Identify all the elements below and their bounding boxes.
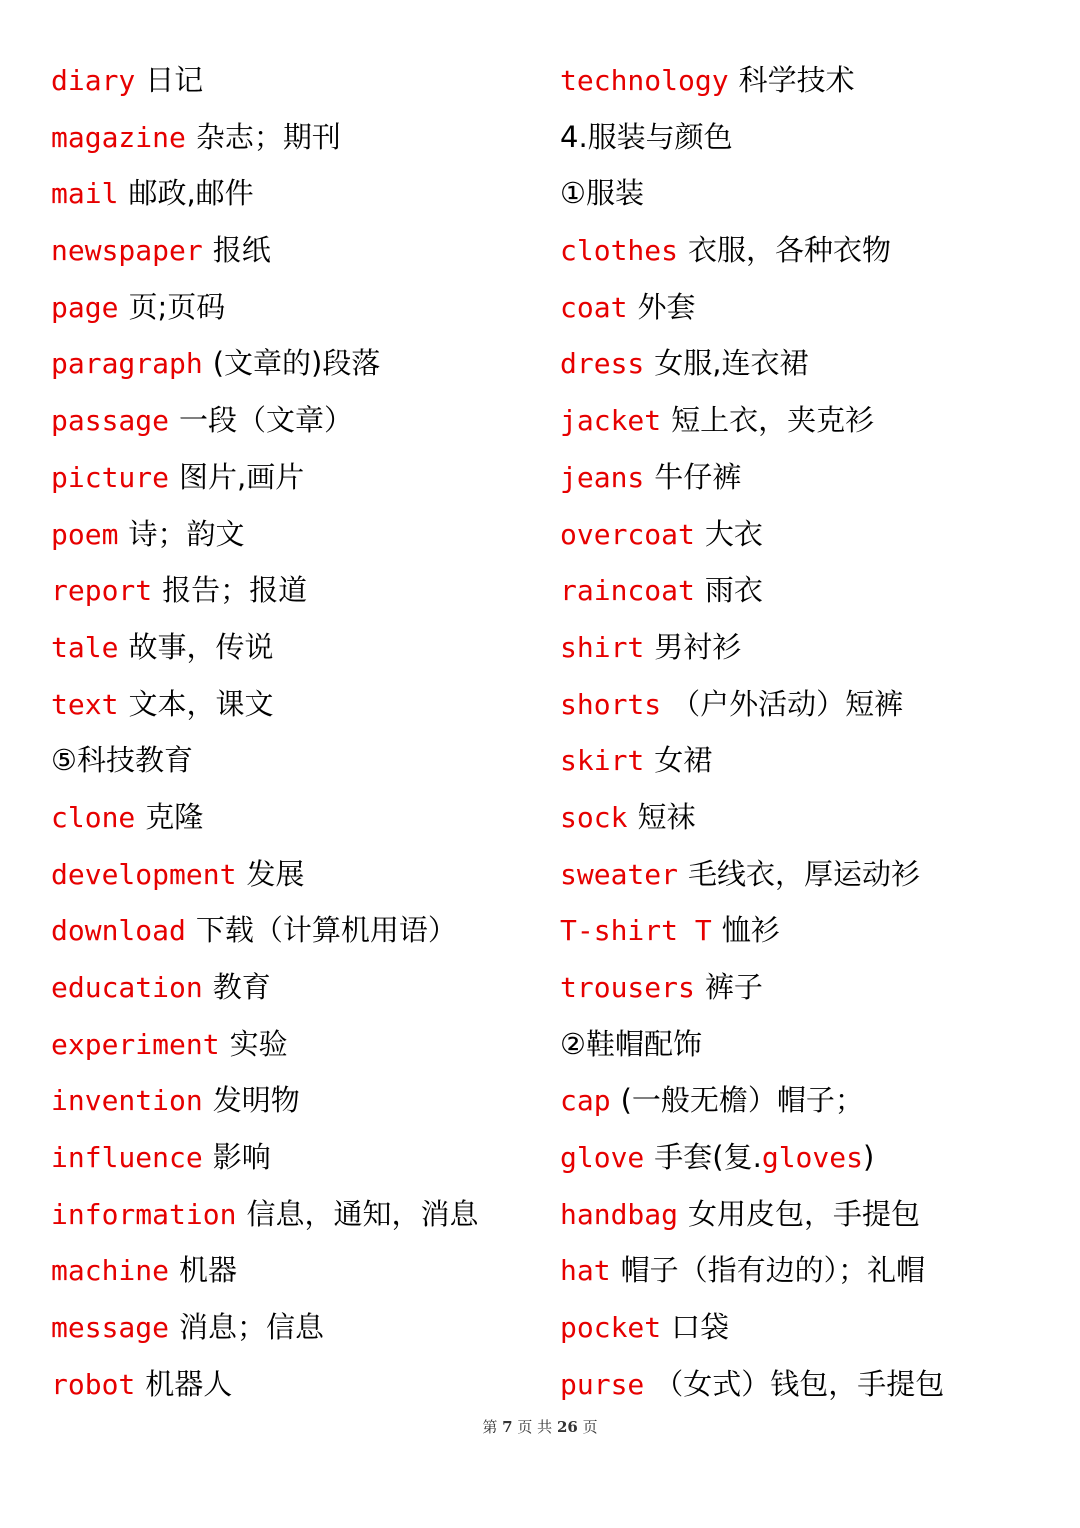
english-word: picture (51, 460, 170, 494)
chinese-meaning: 科学技术 (738, 63, 855, 97)
english-word: overcoat (560, 517, 695, 551)
english-word: glove (560, 1141, 645, 1175)
vocabulary-entry (560, 1356, 1060, 1413)
english-word: experiment (51, 1027, 220, 1061)
vocabulary-entry (51, 506, 551, 563)
chinese-meaning: 女裙 (654, 743, 713, 778)
vocabulary-entry (560, 335, 1060, 392)
chinese-meaning: 邮政,邮件 (128, 176, 254, 211)
chinese-meaning: 男衬衫 (654, 629, 742, 664)
chinese-meaning: 短袜 (637, 799, 696, 834)
vocabulary-entry (51, 902, 551, 959)
vocabulary-entry (560, 619, 1060, 676)
chinese-meaning: 文本，课文 (128, 686, 274, 721)
english-word: T-shirt T (560, 914, 712, 948)
chinese-meaning: 衣服，各种衣物 (688, 233, 892, 268)
chinese-meaning: 机器 (179, 1253, 238, 1288)
english-word: mail (51, 177, 119, 211)
english-word: paragraph (51, 347, 203, 381)
section-heading (560, 165, 1060, 222)
chinese-meaning: 克隆 (145, 799, 204, 834)
chinese-meaning: (一般无檐）帽子； (620, 1083, 864, 1118)
vocabulary-entry (51, 846, 551, 903)
vocabulary-entry (560, 52, 1060, 109)
vocabulary-entry (560, 789, 1060, 846)
chinese-meaning: 实验 (229, 1026, 288, 1061)
section-heading (560, 109, 1060, 166)
vocabulary-entry (51, 52, 551, 109)
vocabulary-entry (560, 392, 1060, 449)
english-word: technology (560, 64, 729, 97)
english-word: clothes (560, 234, 679, 268)
chinese-meaning: 图片,画片 (179, 459, 305, 494)
vocabulary-entry (560, 222, 1060, 279)
chinese-meaning: 外套 (637, 289, 696, 324)
vocabulary-entry (560, 846, 1060, 903)
vocabulary-entry (51, 392, 551, 449)
vocabulary-entry (560, 562, 1060, 619)
english-word: passage (51, 404, 170, 438)
english-word: invention (51, 1084, 203, 1118)
chinese-meaning: 女服,连衣裙 (654, 346, 809, 381)
chinese-meaning: 短上衣，夹克衫 (671, 403, 875, 438)
vocabulary-entry (51, 676, 551, 733)
chinese-meaning: 报告；报道 (162, 573, 308, 608)
english-word: poem (51, 517, 119, 551)
vocabulary-entry (51, 562, 551, 619)
vocabulary-entry (51, 789, 551, 846)
english-word: education (51, 971, 203, 1004)
section-heading-text: ②鞋帽配饰 (560, 1026, 702, 1061)
english-word: coat (560, 290, 628, 324)
vocabulary-entry (51, 1242, 551, 1299)
vocabulary-entry (51, 449, 551, 506)
footer-suffix: 页 (582, 1418, 598, 1436)
chinese-meaning: 教育 (212, 970, 271, 1004)
vocabulary-entry (560, 732, 1060, 789)
vocabulary-entry (51, 1299, 551, 1356)
page-footer (0, 1416, 1080, 1437)
vocabulary-entry (560, 902, 1060, 959)
english-plural-word: gloves (761, 1141, 863, 1175)
english-word: sock (560, 800, 628, 834)
english-word: tale (51, 630, 119, 664)
english-word: raincoat (560, 574, 695, 608)
chinese-meaning: 日记 (145, 63, 204, 97)
current-page-number: 7 (502, 1418, 513, 1436)
chinese-meaning: 大衣 (704, 516, 763, 551)
chinese-meaning: 信息，通知，消息 (246, 1196, 479, 1231)
footer-middle: 页 共 (517, 1418, 553, 1436)
right-vocabulary-column (560, 52, 1060, 1413)
vocabulary-entry (560, 1072, 1060, 1129)
english-word: skirt (560, 744, 645, 778)
chinese-meaning: 页;页码 (128, 289, 226, 324)
vocabulary-entry (560, 1186, 1060, 1243)
chinese-meaning: 发展 (246, 856, 305, 891)
section-heading (51, 732, 551, 789)
vocabulary-entry (51, 279, 551, 336)
vocabulary-entry (51, 1072, 551, 1129)
chinese-meaning: 发明物 (212, 1083, 300, 1118)
english-word: text (51, 687, 119, 721)
vocabulary-entry (51, 165, 551, 222)
vocabulary-entry (560, 959, 1060, 1016)
english-word: sweater (560, 857, 679, 891)
chinese-meaning: 一段（文章） (179, 403, 354, 438)
chinese-meaning: 裤子 (704, 970, 763, 1004)
english-word: influence (51, 1141, 203, 1175)
section-heading-text: 4.服装与颜色 (560, 119, 733, 154)
vocabulary-entry (560, 1129, 1060, 1186)
chinese-meaning: (文章的)段落 (212, 346, 381, 381)
chinese-meaning: 口袋 (671, 1310, 730, 1345)
english-word: shirt (560, 630, 645, 664)
left-vocabulary-column (51, 52, 551, 1413)
total-page-number: 26 (556, 1418, 578, 1436)
english-word: diary (51, 64, 136, 97)
vocabulary-entry (51, 959, 551, 1016)
chinese-meaning: 帽子（指有边的）；礼帽 (620, 1253, 926, 1288)
chinese-meaning: 报纸 (212, 233, 271, 268)
vocabulary-entry (51, 1016, 551, 1073)
english-word: page (51, 290, 119, 324)
english-word: development (51, 857, 237, 891)
chinese-meaning: 诗；韵文 (128, 516, 245, 551)
english-word: dress (560, 347, 645, 381)
english-word: trousers (560, 971, 695, 1004)
chinese-meaning: 故事，传说 (128, 629, 274, 664)
english-word: magazine (51, 120, 186, 154)
english-word: handbag (560, 1197, 679, 1231)
chinese-meaning: 消息；信息 (179, 1310, 325, 1345)
english-word: robot (51, 1367, 136, 1401)
vocabulary-entry (51, 619, 551, 676)
vocabulary-entry (51, 335, 551, 392)
english-word: purse (560, 1367, 645, 1401)
vocabulary-entry (51, 1356, 551, 1413)
section-heading-text: ⑤科技教育 (51, 743, 193, 778)
chinese-meaning: 女用皮包，手提包 (688, 1196, 921, 1231)
vocabulary-entry (51, 1186, 551, 1243)
english-word: jacket (560, 404, 662, 438)
chinese-meaning: 杂志；期刊 (195, 119, 341, 154)
vocabulary-entry (560, 506, 1060, 563)
chinese-meaning: 恤衫 (721, 913, 780, 948)
english-word: message (51, 1311, 170, 1345)
english-word: clone (51, 800, 136, 834)
english-word: jeans (560, 460, 645, 494)
chinese-meaning: 影响 (212, 1140, 271, 1175)
chinese-meaning: （户外活动）短裤 (671, 686, 904, 721)
english-word: newspaper (51, 234, 203, 268)
chinese-meaning: 雨衣 (704, 573, 763, 608)
vocabulary-entry (560, 279, 1060, 336)
vocabulary-entry (560, 1299, 1060, 1356)
chinese-meaning: 牛仔裤 (654, 459, 742, 494)
section-heading (560, 1016, 1060, 1073)
english-word: shorts (560, 687, 662, 721)
english-word: report (51, 574, 153, 608)
vocabulary-entry (560, 676, 1060, 733)
chinese-meaning: 手套(复. (654, 1140, 762, 1175)
chinese-meaning: （女式）钱包，手提包 (654, 1366, 945, 1401)
english-word: pocket (560, 1311, 662, 1345)
english-word: machine (51, 1254, 170, 1288)
english-word: download (51, 914, 186, 948)
english-word: information (51, 1197, 237, 1231)
chinese-meaning: 下载（计算机用语） (195, 913, 457, 948)
vocabulary-entry (51, 1129, 551, 1186)
section-heading-text: ①服装 (560, 176, 644, 211)
english-word: hat (560, 1254, 611, 1288)
chinese-meaning: 毛线衣，厚运动衫 (688, 856, 921, 891)
footer-prefix: 第 (482, 1418, 498, 1436)
english-word: cap (560, 1084, 611, 1118)
vocabulary-entry (51, 109, 551, 166)
chinese-meaning-tail: ) (863, 1140, 875, 1175)
vocabulary-entry (560, 1242, 1060, 1299)
vocabulary-entry (51, 222, 551, 279)
chinese-meaning: 机器人 (145, 1366, 233, 1401)
vocabulary-entry (560, 449, 1060, 506)
